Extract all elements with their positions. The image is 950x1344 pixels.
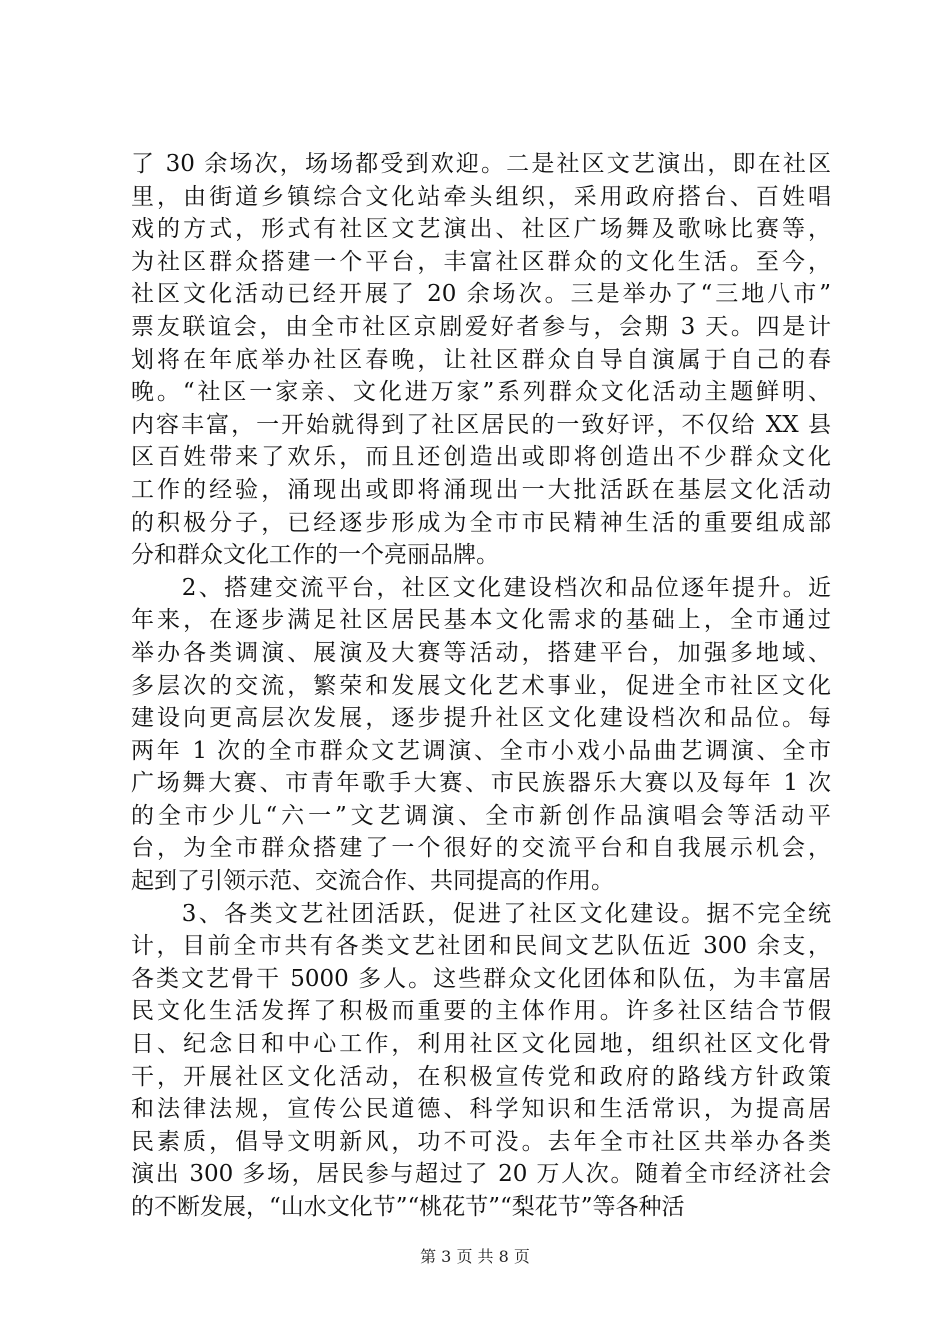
text-line: 社区文化活动已经开展了 20 余场次。三是举办了“三地八市” xyxy=(131,281,831,308)
text-line: 计，目前全市共有各类文艺社团和民间文艺队伍近 300 余支， xyxy=(131,933,831,960)
text-line: 2、搭建交流平台，社区文化建设档次和品位逐年提升。近 xyxy=(131,574,831,601)
text-line: 举办各类调演、展演及大赛等活动，搭建平台，加强多地域、 xyxy=(131,639,831,666)
text-line: 起到了引领示范、交流合作、共同提高的作用。 xyxy=(131,868,614,895)
text-line: 晚。“社区一家亲、文化进万家”系列群众文化活动主题鲜明、 xyxy=(131,379,831,406)
text-line: 划将在年底举办社区春晚，让社区群众自导自演属于自己的春 xyxy=(131,346,831,373)
text-line: 的不断发展，“山水文化节”“桃花节”“梨花节”等各种活 xyxy=(131,1194,685,1220)
text-line: 建设向更高层次发展，逐步提升社区文化建设档次和品位。每 xyxy=(131,705,831,732)
text-line: 的积极分子，已经逐步形成为全市市民精神生活的重要组成部 xyxy=(131,509,831,536)
text-line: 3、各类文艺社团活跃，促进了社区文化建设。据不完全统 xyxy=(131,900,831,927)
text-line: 广场舞大赛、市青年歌手大赛、市民族器乐大赛以及每年 1 次 xyxy=(131,770,831,797)
text-line: 多层次的交流，繁荣和发展文化艺术事业，促进全市社区文化 xyxy=(131,672,831,699)
text-line: 干，开展社区文化活动，在积极宣传党和政府的路线方针政策 xyxy=(131,1063,831,1090)
text-line: 各类文艺骨干 5000 多人。这些群众文化团体和队伍，为丰富居 xyxy=(131,965,831,992)
text-line: 戏的方式，形式有社区文艺演出、社区广场舞及歌咏比赛等， xyxy=(131,216,831,243)
text-line: 演出 300 多场，居民参与超过了 20 万人次。随着全市经济社会 xyxy=(131,1161,831,1188)
text-line: 民素质，倡导文明新风，功不可没。去年全市社区共举办各类 xyxy=(131,1128,831,1155)
text-line: 分和群众文化工作的一个亮丽品牌。 xyxy=(131,542,499,569)
body-text xyxy=(131,148,831,1224)
text-line: 年来，在逐步满足社区居民基本文化需求的基础上，全市通过 xyxy=(131,607,831,634)
text-line: 工作的经验，涌现出或即将涌现出一大批活跃在基层文化活动 xyxy=(131,476,831,503)
text-line: 和法律法规，宣传公民道德、科学知识和生活常识，为提高居 xyxy=(131,1096,831,1123)
page-footer: 第 3 页 共 8 页 xyxy=(420,1247,530,1266)
text-line: 两年 1 次的全市群众文艺调演、全市小戏小品曲艺调演、全市 xyxy=(131,737,831,764)
text-line: 了 30 余场次，场场都受到欢迎。二是社区文艺演出，即在社区 xyxy=(131,151,831,177)
text-line: 日、纪念日和中心工作，利用社区文化园地，组织社区文化骨 xyxy=(131,1031,831,1058)
text-line: 票友联谊会，由全市社区京剧爱好者参与，会期 3 天。四是计 xyxy=(131,313,831,340)
text-line: 里，由街道乡镇综合文化站牵头组织，采用政府搭台、百姓唱 xyxy=(131,183,831,210)
text-line: 台，为全市群众搭建了一个很好的交流平台和自我展示机会， xyxy=(131,835,831,862)
text-line: 民文化生活发挥了积极而重要的主体作用。许多社区结合节假 xyxy=(131,998,831,1025)
text-line: 区百姓带来了欢乐，而且还创造出或即将创造出不少群众文化 xyxy=(131,444,831,471)
text-line: 的全市少儿“六一”文艺调演、全市新创作品演唱会等活动平 xyxy=(131,802,831,829)
text-line: 为社区群众搭建一个平台，丰富社区群众的文化生活。至今， xyxy=(131,248,831,275)
text-line: 内容丰富，一开始就得到了社区居民的一致好评，不仅给 XX 县 xyxy=(131,411,831,438)
